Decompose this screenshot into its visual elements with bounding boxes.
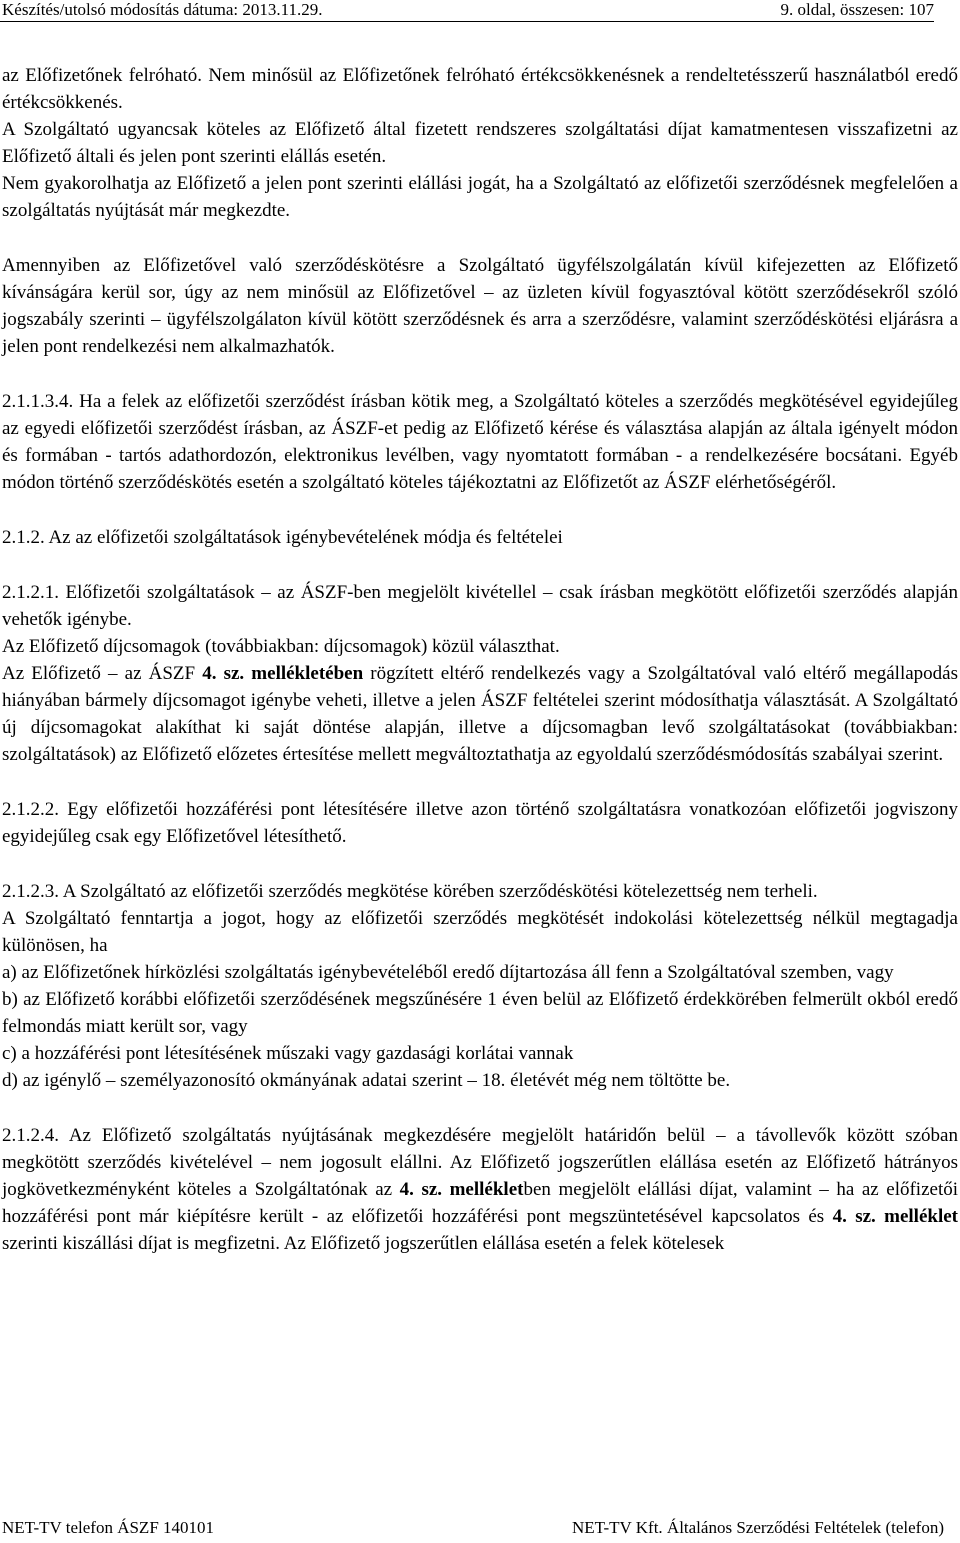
section-2-1-2-1: 2.1.2.1. Előfizetői szolgáltatások – az ÁSZF-ben megjelölt kivétellel – csak írásban megkötött előfizetői szerződés alapján vehetők igénybe. <box>2 582 958 630</box>
text-run: ben megjelölt elállási díjat, valamint – ha az előfizetői hozzáférési pont már kiépítésre került - az előfizetői hozzáférési pont megszüntetésével kapcsolatos és <box>2 1179 959 1227</box>
section-2-1-1-3-4: 2.1.1.3.4. Ha a felek az előfizetői szerződést írásban kötik meg, a Szolgáltató köteles a szerződés megkötésével egyidejűleg az egyedi előfizetői szerződést írásban, az ÁSZF-et pedig az Előfizető kérése és választása alapján az általa igényelt módon és formában - tartós adathordozón, elektronikus levélben, vagy nyomtatott formában - a rendelkezésére bocsátani. Egyéb módon történő szerződéskötés esetén a szolgáltató köteles tájékoztatni az Előfizetőt az ÁSZF elérhetőségéről. <box>2 391 958 493</box>
section-heading-2-1-2: 2.1.2. Az az előfizetői szolgáltatások igénybevételének módja és feltételei <box>2 527 563 548</box>
footer-document-id: NET-TV telefon ÁSZF 140101 <box>2 1518 215 1537</box>
paragraph: A Szolgáltató fenntartja a jogot, hogy az előfizetői szerződés megkötését indokolási kötelezettség nélkül megtagadja különösen, ha <box>2 908 958 956</box>
spacer <box>2 224 958 252</box>
paragraph: az Előfizetőnek felróható. Nem minősül az Előfizetőnek felróható értékcsökkenésnek a rendeltetésszerű használatból eredő értékcsökkenés. <box>2 65 958 113</box>
paragraph: Az Előfizető díjcsomagok (továbbiakban: díjcsomagok) közül választhat. <box>2 636 560 657</box>
paragraph <box>2 660 958 768</box>
spacer <box>2 360 958 388</box>
text-run: 2.1.2.4. Az Előfizető szolgáltatás nyújtásának megkezdésére megjelölt határidőn belül – a távollevők között szóban megkötött szerződés kivételével – nem jogosult elállni. Az Előfizető jogszerűtlen elállása esetén az Előfizető hátrányos jogkövetkezményként köteles a Szolgáltatónak az <box>2 1125 958 1200</box>
section-2-1-2-3: 2.1.2.3. A Szolgáltató az előfizetői szerződés megkötése körében szerződéskötési kötelezettség nem terheli. <box>2 881 818 902</box>
spacer <box>2 1094 958 1122</box>
list-item-c: c) a hozzáférési pont létesítésének műszaki vagy gazdasági korlátai vannak <box>2 1043 574 1064</box>
spacer <box>2 850 958 878</box>
page-header <box>0 0 960 22</box>
header-modified-date: Készítés/utolsó módosítás dátuma: 2013.11.29. <box>2 0 323 19</box>
spacer <box>2 551 958 579</box>
paragraph: Amennyiben az Előfizetővel való szerződéskötésre a Szolgáltató ügyfélszolgálatán kívül kifejezetten az Előfizető kívánságára kerül sor, úgy az nem minősül az Előfizetővel – az üzleten kívül fogyasztóval kötött szerződésekről szóló jogszabály szerinti – ügyfélszolgálaton kívül kötött szerződésnek és arra a szerződésre, valamint szerződéskötési eljárásra a jelen pont rendelkezési nem alkalmazhatók. <box>2 255 958 357</box>
text-run: szerinti kiszállási díjat is megfizetni. Az Előfizető jogszerűtlen elállása esetén a felek kötelesek <box>2 1233 725 1254</box>
footer-document-title: NET-TV Kft. Általános Szerződési Feltételek (telefon) <box>572 1518 944 1537</box>
text-run: rögzített eltérő rendelkezés vagy a Szolgáltatóval való eltérő megállapodás hiányában bármely díjcsomagot igénybe veheti, illetve a jelen ÁSZF feltételei szerint módosíthatja választását. A Szolgáltató új díjcsomagokat alakíthat ki saját döntése alapján, illetve a díjcsomagban levő szolgáltatásokat (továbbiakban: szolgáltatások) az Előfizető előzetes értesítése mellett megváltoztathatja az egyoldalú szerződésmódosítás szabályai szerint. <box>2 663 958 765</box>
appendix-reference: 4. sz. mellékletében <box>202 663 364 684</box>
appendix-reference: 4. sz. melléklet <box>399 1179 524 1200</box>
paragraph: A Szolgáltató ugyancsak köteles az Előfizető által fizetett rendszeres szolgáltatási díjat kamatmentesen visszafizetni az Előfizető általi és jelen pont szerinti elállás esetén. <box>2 119 958 167</box>
list-item-a: a) az Előfizetőnek hírközlési szolgáltatás igénybevételéből eredő díjtartozása áll fenn a Szolgáltatóval szemben, vagy <box>2 962 894 983</box>
text-run: Az Előfizető – az ÁSZF <box>2 663 203 684</box>
document-body <box>2 62 958 1257</box>
list-item-d: d) az igénylő – személyazonosító okmányának adatai szerint – 18. életévét még nem töltötte be. <box>2 1070 731 1091</box>
list-item-b: b) az Előfizető korábbi előfizetői szerződésének megszűnésére 1 éven belül az Előfizető érdekkörében felmerült okból eredő felmondás miatt került sor, vagy <box>2 989 958 1037</box>
section-2-1-2-2: 2.1.2.2. Egy előfizetői hozzáférési pont létesítésére illetve azon történő szolgáltatásra vonatkozóan előfizetői jogviszony egyidejűleg csak egy Előfizetővel létesíthető. <box>2 799 958 847</box>
section-2-1-2-4 <box>2 1122 958 1257</box>
header-rule <box>0 21 934 22</box>
paragraph: Nem gyakorolhatja az Előfizető a jelen pont szerinti elállási jogát, ha a Szolgáltató az előfizetői szerződésnek megfelelően a szolgáltatás nyújtását már megkezdte. <box>2 173 958 221</box>
spacer <box>2 768 958 796</box>
header-page-number: 9. oldal, összesen: 107 <box>780 0 934 19</box>
spacer <box>2 496 958 524</box>
appendix-reference: 4. sz. melléklet <box>832 1206 958 1227</box>
page-footer <box>0 1518 960 1540</box>
